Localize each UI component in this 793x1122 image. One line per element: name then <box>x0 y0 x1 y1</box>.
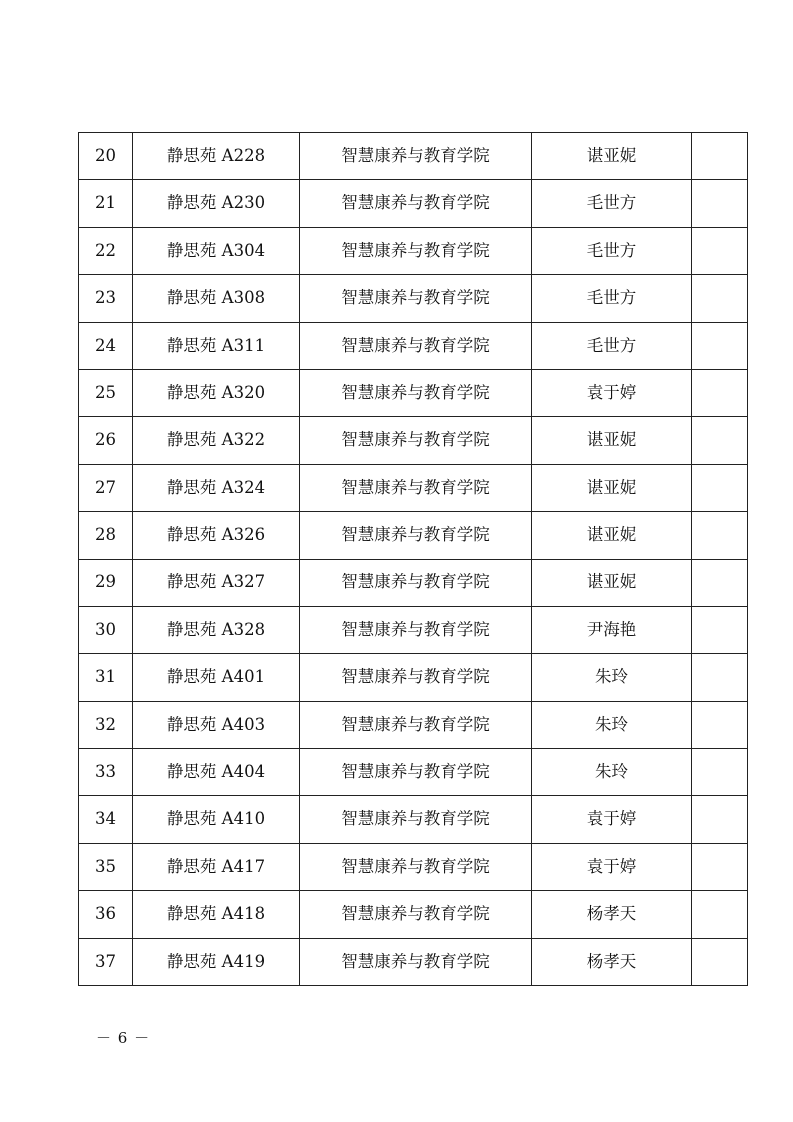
person-cell: 尹海艳 <box>532 606 692 653</box>
note-cell <box>692 322 748 369</box>
college-cell: 智慧康养与教育学院 <box>300 227 532 274</box>
room-cell: 静思苑 A403 <box>133 701 300 748</box>
table-row <box>79 606 748 653</box>
row-number: 22 <box>79 227 133 274</box>
table-row <box>79 938 748 985</box>
note-cell <box>692 654 748 701</box>
table-row <box>79 559 748 606</box>
row-number: 20 <box>79 133 133 180</box>
person-cell: 谌亚妮 <box>532 464 692 511</box>
college-cell: 智慧康养与教育学院 <box>300 606 532 653</box>
room-cell: 静思苑 A328 <box>133 606 300 653</box>
person-cell: 谌亚妮 <box>532 417 692 464</box>
room-cell: 静思苑 A228 <box>133 133 300 180</box>
table-row <box>79 417 748 464</box>
row-number: 33 <box>79 749 133 796</box>
room-cell: 静思苑 A324 <box>133 464 300 511</box>
person-cell: 谌亚妮 <box>532 133 692 180</box>
note-cell <box>692 796 748 843</box>
person-cell: 毛世方 <box>532 180 692 227</box>
college-cell: 智慧康养与教育学院 <box>300 749 532 796</box>
row-number: 34 <box>79 796 133 843</box>
room-cell: 静思苑 A304 <box>133 227 300 274</box>
row-number: 32 <box>79 701 133 748</box>
college-cell: 智慧康养与教育学院 <box>300 938 532 985</box>
college-cell: 智慧康养与教育学院 <box>300 133 532 180</box>
college-cell: 智慧康养与教育学院 <box>300 796 532 843</box>
row-number: 23 <box>79 275 133 322</box>
dormitory-table <box>78 132 748 986</box>
person-cell: 袁于婷 <box>532 369 692 416</box>
room-cell: 静思苑 A308 <box>133 275 300 322</box>
college-cell: 智慧康养与教育学院 <box>300 464 532 511</box>
note-cell <box>692 369 748 416</box>
person-cell: 朱玲 <box>532 654 692 701</box>
row-number: 36 <box>79 891 133 938</box>
table-row <box>79 843 748 890</box>
room-cell: 静思苑 A326 <box>133 512 300 559</box>
room-cell: 静思苑 A410 <box>133 796 300 843</box>
college-cell: 智慧康养与教育学院 <box>300 701 532 748</box>
person-cell: 谌亚妮 <box>532 559 692 606</box>
room-cell: 静思苑 A320 <box>133 369 300 416</box>
note-cell <box>692 891 748 938</box>
college-cell: 智慧康养与教育学院 <box>300 180 532 227</box>
note-cell <box>692 701 748 748</box>
row-number: 29 <box>79 559 133 606</box>
room-cell: 静思苑 A417 <box>133 843 300 890</box>
row-number: 28 <box>79 512 133 559</box>
table-row <box>79 322 748 369</box>
person-cell: 毛世方 <box>532 227 692 274</box>
person-cell: 袁于婷 <box>532 796 692 843</box>
room-cell: 静思苑 A322 <box>133 417 300 464</box>
note-cell <box>692 938 748 985</box>
table-row <box>79 512 748 559</box>
row-number: 26 <box>79 417 133 464</box>
note-cell <box>692 512 748 559</box>
note-cell <box>692 417 748 464</box>
person-cell: 朱玲 <box>532 749 692 796</box>
person-cell: 朱玲 <box>532 701 692 748</box>
row-number: 30 <box>79 606 133 653</box>
table-row <box>79 180 748 227</box>
note-cell <box>692 749 748 796</box>
college-cell: 智慧康养与教育学院 <box>300 275 532 322</box>
table-row <box>79 701 748 748</box>
row-number: 35 <box>79 843 133 890</box>
note-cell <box>692 606 748 653</box>
room-cell: 静思苑 A327 <box>133 559 300 606</box>
note-cell <box>692 275 748 322</box>
row-number: 24 <box>79 322 133 369</box>
college-cell: 智慧康养与教育学院 <box>300 654 532 701</box>
row-number: 27 <box>79 464 133 511</box>
room-cell: 静思苑 A418 <box>133 891 300 938</box>
page-number: － 6 － <box>96 1029 151 1047</box>
table-row <box>79 369 748 416</box>
table-row <box>79 133 748 180</box>
table-row <box>79 275 748 322</box>
person-cell: 谌亚妮 <box>532 512 692 559</box>
note-cell <box>692 227 748 274</box>
table-row <box>79 227 748 274</box>
college-cell: 智慧康养与教育学院 <box>300 512 532 559</box>
note-cell <box>692 133 748 180</box>
person-cell: 杨孝天 <box>532 938 692 985</box>
room-cell: 静思苑 A404 <box>133 749 300 796</box>
room-cell: 静思苑 A401 <box>133 654 300 701</box>
room-cell: 静思苑 A230 <box>133 180 300 227</box>
row-number: 31 <box>79 654 133 701</box>
room-cell: 静思苑 A419 <box>133 938 300 985</box>
note-cell <box>692 464 748 511</box>
college-cell: 智慧康养与教育学院 <box>300 843 532 890</box>
row-number: 25 <box>79 369 133 416</box>
row-number: 21 <box>79 180 133 227</box>
room-cell: 静思苑 A311 <box>133 322 300 369</box>
table-row <box>79 749 748 796</box>
college-cell: 智慧康养与教育学院 <box>300 417 532 464</box>
person-cell: 袁于婷 <box>532 843 692 890</box>
person-cell: 毛世方 <box>532 275 692 322</box>
row-number: 37 <box>79 938 133 985</box>
table-row <box>79 654 748 701</box>
college-cell: 智慧康养与教育学院 <box>300 891 532 938</box>
note-cell <box>692 180 748 227</box>
table-row <box>79 891 748 938</box>
note-cell <box>692 559 748 606</box>
college-cell: 智慧康养与教育学院 <box>300 369 532 416</box>
table-row <box>79 464 748 511</box>
table-body <box>79 133 748 986</box>
college-cell: 智慧康养与教育学院 <box>300 559 532 606</box>
person-cell: 杨孝天 <box>532 891 692 938</box>
table-row <box>79 796 748 843</box>
college-cell: 智慧康养与教育学院 <box>300 322 532 369</box>
note-cell <box>692 843 748 890</box>
person-cell: 毛世方 <box>532 322 692 369</box>
